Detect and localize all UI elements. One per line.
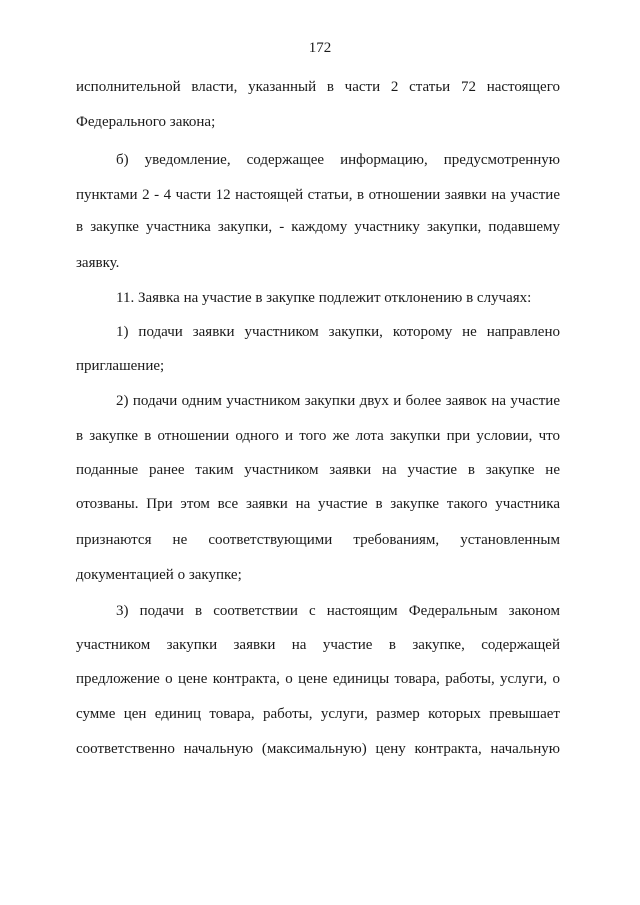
text-line: приглашение; (76, 358, 165, 374)
text-line: исполнительной власти, указанный в части 2 статьи 72 настоящего (76, 79, 560, 95)
text-line: б) уведомление, содержащее информацию, предусмотренную (116, 152, 560, 168)
text-line: в закупке в отношении одного и того же лота закупки при условии, что (76, 428, 560, 444)
text-line: заявку. (76, 255, 120, 271)
text-line: в закупке участника закупки, - каждому участнику закупки, подавшему (76, 219, 560, 235)
text-line: 1) подачи заявки участником закупки, которому не направлено (116, 324, 560, 340)
text-line: сумме цен единиц товара, работы, услуги, размер которых превышает (76, 706, 560, 722)
text-line: предложение о цене контракта, о цене единицы товара, работы, услуги, о (76, 671, 560, 687)
text-line: документацией о закупке; (76, 567, 242, 583)
text-line: признаются не соответствующими требованиям, установленным (76, 532, 560, 548)
text-line: пунктами 2 - 4 части 12 настоящей статьи, в отношении заявки на участие (76, 187, 560, 203)
text-line: 2) подачи одним участником закупки двух и более заявок на участие (116, 393, 560, 409)
text-line: участником закупки заявки на участие в закупке, содержащей (76, 637, 560, 653)
page-number: 172 (308, 40, 332, 56)
text-line: отозваны. При этом все заявки на участие в закупке такого участника (76, 496, 560, 512)
text-line: 11. Заявка на участие в закупке подлежит отклонению в случаях: (116, 290, 532, 306)
text-line: поданные ранее таким участником заявки на участие в закупке не (76, 462, 560, 478)
text-line: Федерального закона; (76, 114, 216, 130)
text-line: 3) подачи в соответствии с настоящим Федеральным законом (116, 603, 560, 619)
text-line: соответственно начальную (максимальную) цену контракта, начальную (76, 741, 560, 757)
